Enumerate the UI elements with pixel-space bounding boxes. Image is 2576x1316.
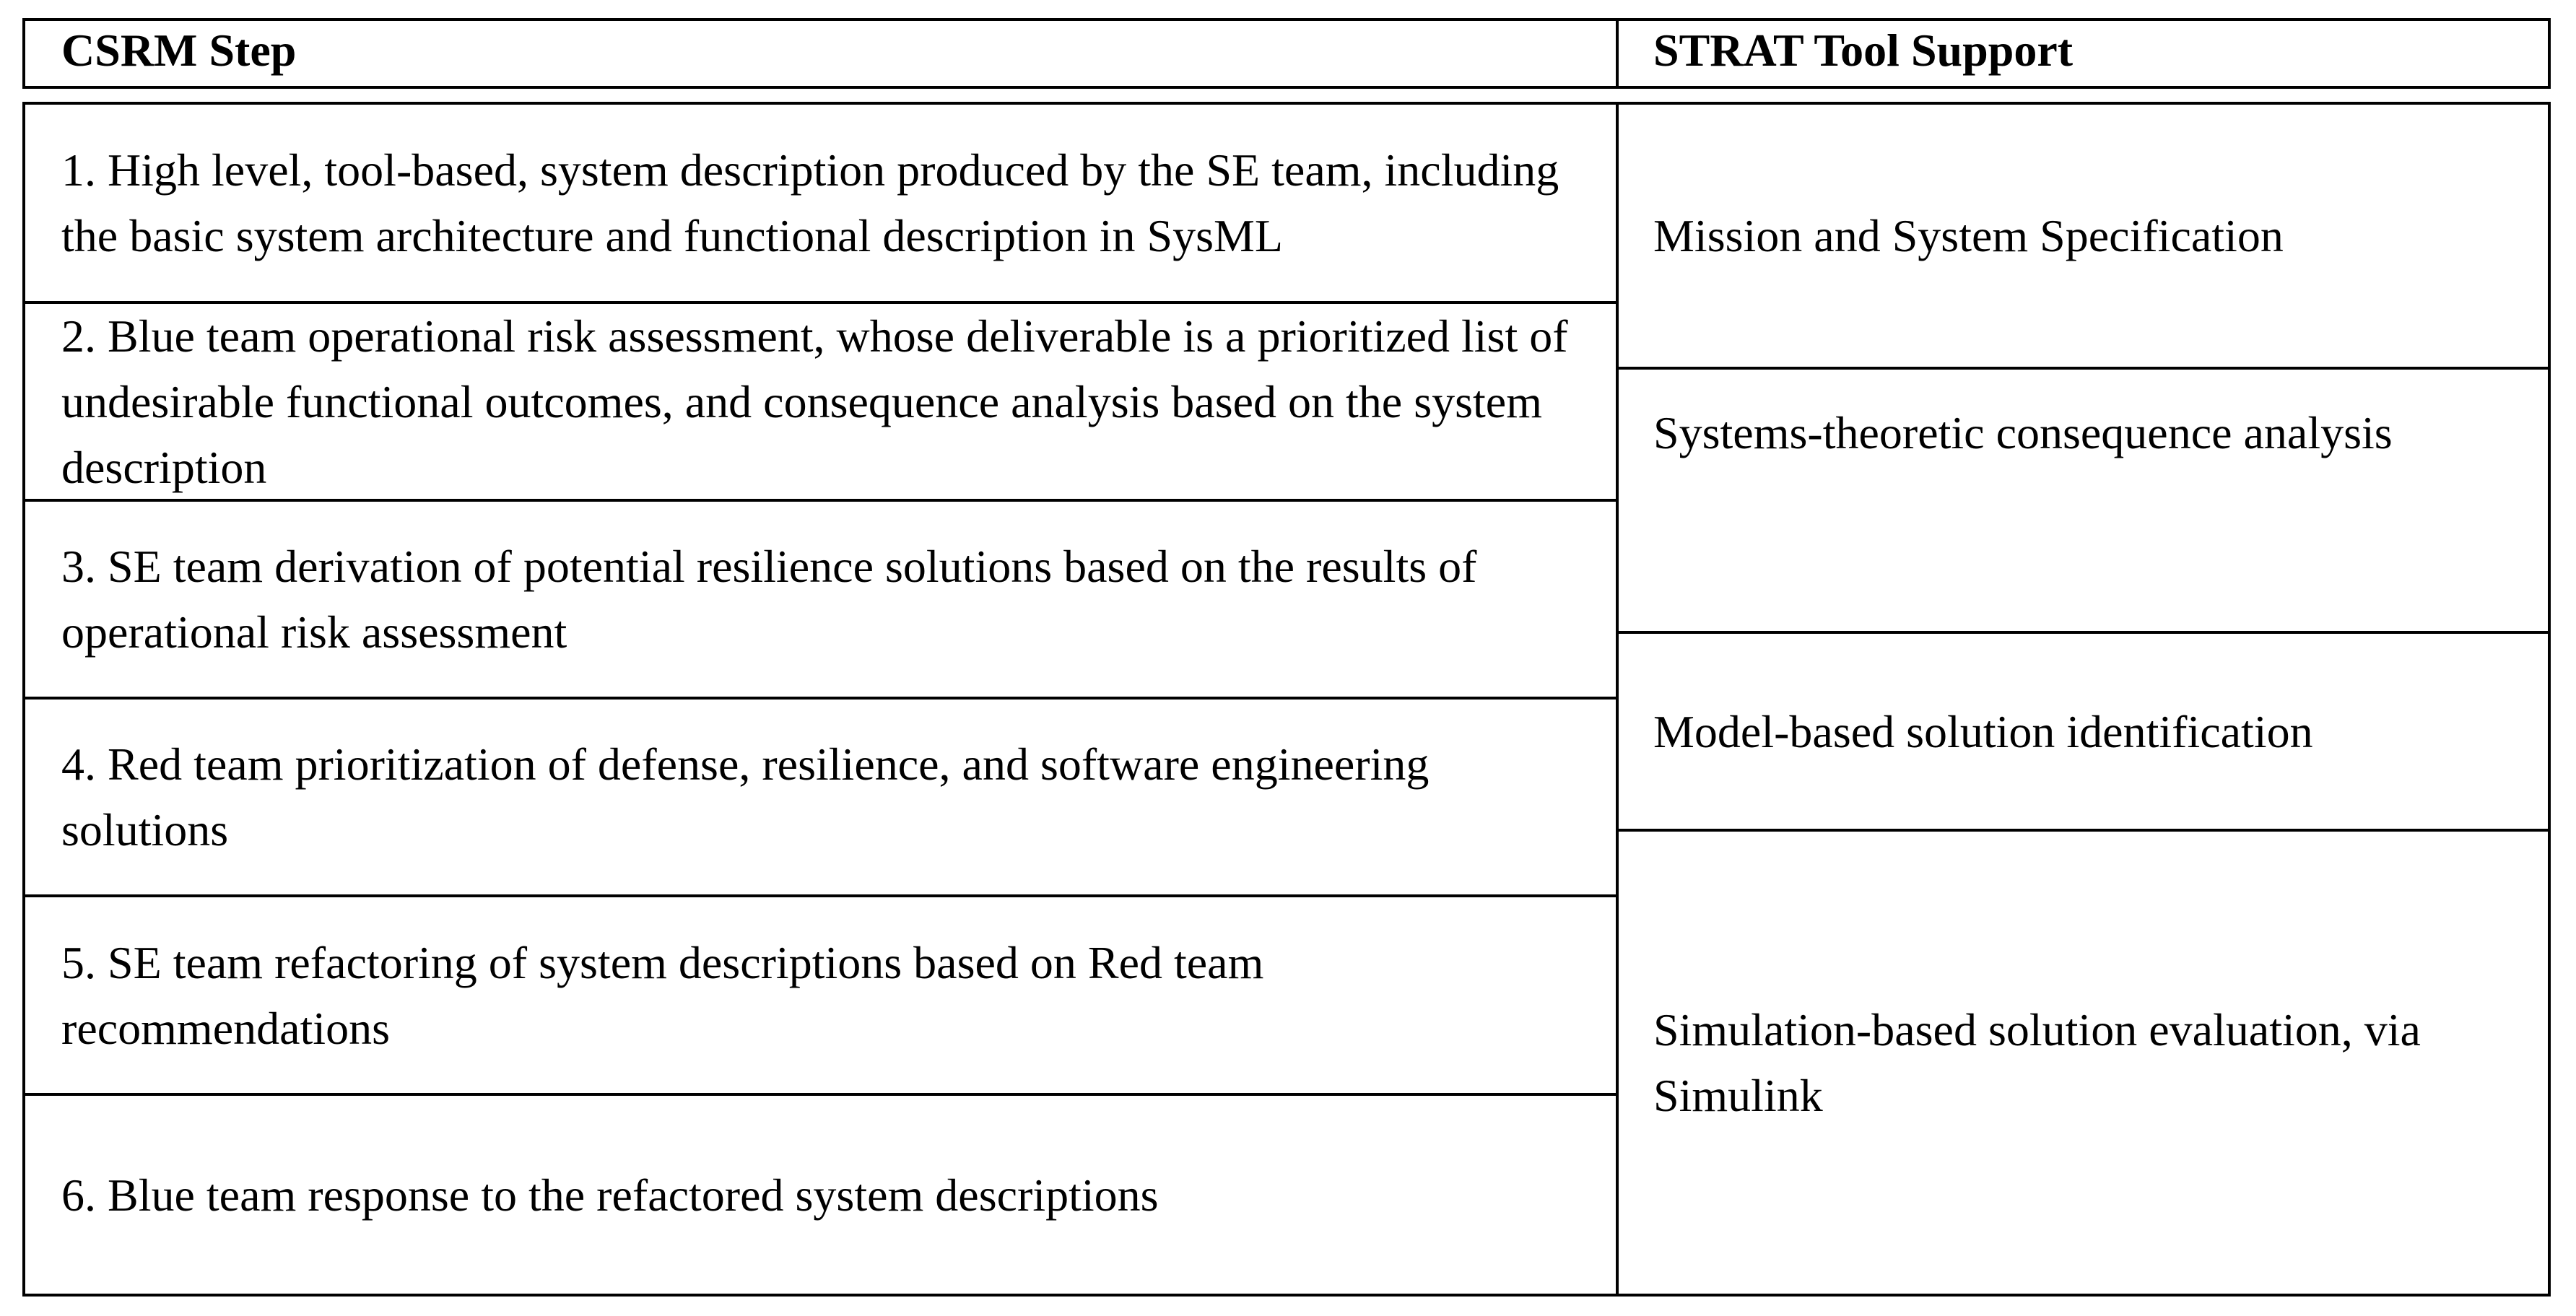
step-cell-4 [25, 700, 1616, 894]
step-text-2: 2. Blue team operational risk assessment, whose deliverable is a prioritized list of undesirable functional outcomes, and consequence analysis based on the system description [61, 310, 1568, 493]
support-text-2: Systems-theoretic consequence analysis [1653, 407, 2393, 458]
support-cell-2 [1619, 370, 2547, 631]
step-text-6: 6. Blue team response to the refactored system descriptions [61, 1169, 1159, 1221]
support-cell-4 [1619, 832, 2547, 1294]
header-divider [1616, 18, 1619, 89]
step-text-1: 1. High level, tool-based, system description produced by the SE team, including the basic system architecture and functional description in SysML [61, 144, 1559, 261]
step-cell-3 [25, 502, 1616, 697]
step-cell-6 [25, 1096, 1616, 1294]
header-frame [22, 18, 2551, 89]
support-text-1: Mission and System Specification [1653, 210, 2284, 261]
support-cell-1 [1619, 105, 2547, 367]
support-text-3: Model-based solution identification [1653, 705, 2313, 757]
support-text-4: Simulation-based solution evaluation, via Simulink [1653, 1004, 2421, 1121]
support-cell-3 [1619, 634, 2547, 829]
step-text-3: 3. SE team derivation of potential resilience solutions based on the results of operational risk assessment [61, 541, 1477, 658]
step-text-4: 4. Red team prioritization of defense, resilience, and software engineering solutions [61, 738, 1430, 855]
step-cell-5 [25, 897, 1616, 1093]
step-cell-1 [25, 105, 1616, 301]
header-csrm-step: CSRM Step [61, 25, 297, 76]
step-text-5: 5. SE team refactoring of system descriptions based on Red team recommendations [61, 936, 1264, 1054]
header-strat-tool-support: STRAT Tool Support [1653, 25, 2074, 76]
step-cell-2 [25, 304, 1616, 499]
